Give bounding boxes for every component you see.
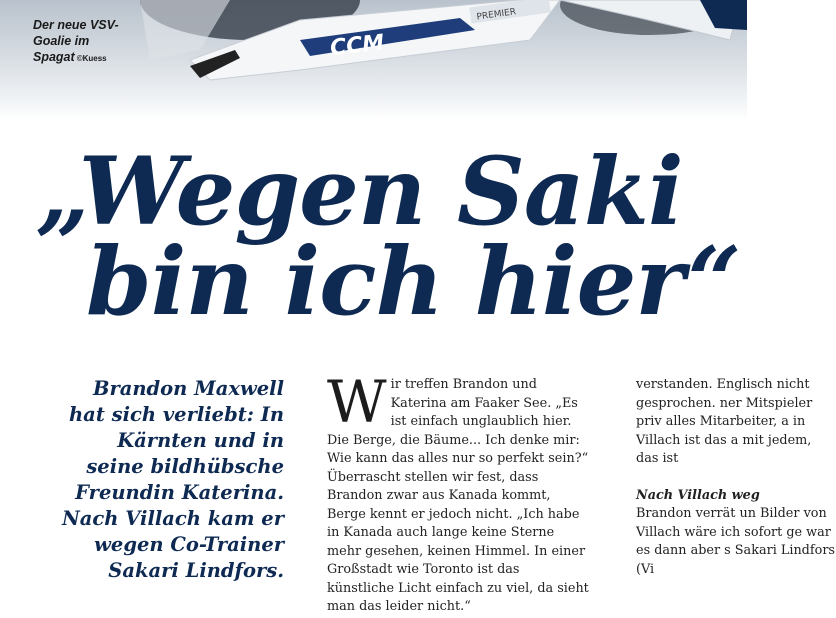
body-paragraph-1: ir treffen Brandon und Katerina am Faaker See. „Es ist einfach unglaublich hier. Die Berge, die Bäume... Ich denke mir: Wie kann das alles nur so perfekt sein?“ Überrascht stellen wir fest, dass Brandon zwar aus Kanada kommt, Berge kennt er jedoch nicht. „Ich habe in Kanada auch lange keine Sterne mehr gesehen, keinen Himmel. In einer Großstadt wie Toronto ist das künstliche Licht einfach zu viel, da sieht man das leider nicht.“: [327, 377, 589, 614]
lead-paragraph: Brandon Maxwell hat sich verliebt: In Kärnten und in seine bildhübsche Freundin Katerina. Nach Villach kam er wegen Co-Trainer Sakari Lindfors.: [61, 377, 284, 582]
svg-text:PREMIER: PREMIER: [476, 7, 517, 23]
photo-credit: ©Kuess: [76, 54, 107, 63]
header-photo: [0, 0, 747, 120]
brand-logo-text: CCM: [328, 30, 386, 62]
body-column-2: [636, 376, 836, 579]
headline-line-1: „Wegen Saki: [36, 137, 683, 247]
article-headline: [0, 138, 747, 338]
drop-cap: W: [327, 368, 387, 436]
body-paragraph-2: verstanden. Englisch nicht gesprochen. ner Mitspieler priv alles Mitarbeiter, a in Villach ist das a mit jedem, das ist: [636, 377, 813, 466]
caption-text: Der neue VSV-Goalie im Spagat: [33, 18, 119, 64]
body-column-1: [327, 368, 589, 617]
body-subheading: Nach Villach weg: [636, 487, 760, 503]
body-paragraph-3: Brandon verrät un Bilder von Villach wäre ich sofort ge war es dann aber s Sakari Lindfors (Vi: [636, 506, 836, 577]
headline-line-2: bin ich hier“: [86, 227, 741, 337]
photo-caption: [33, 17, 143, 67]
